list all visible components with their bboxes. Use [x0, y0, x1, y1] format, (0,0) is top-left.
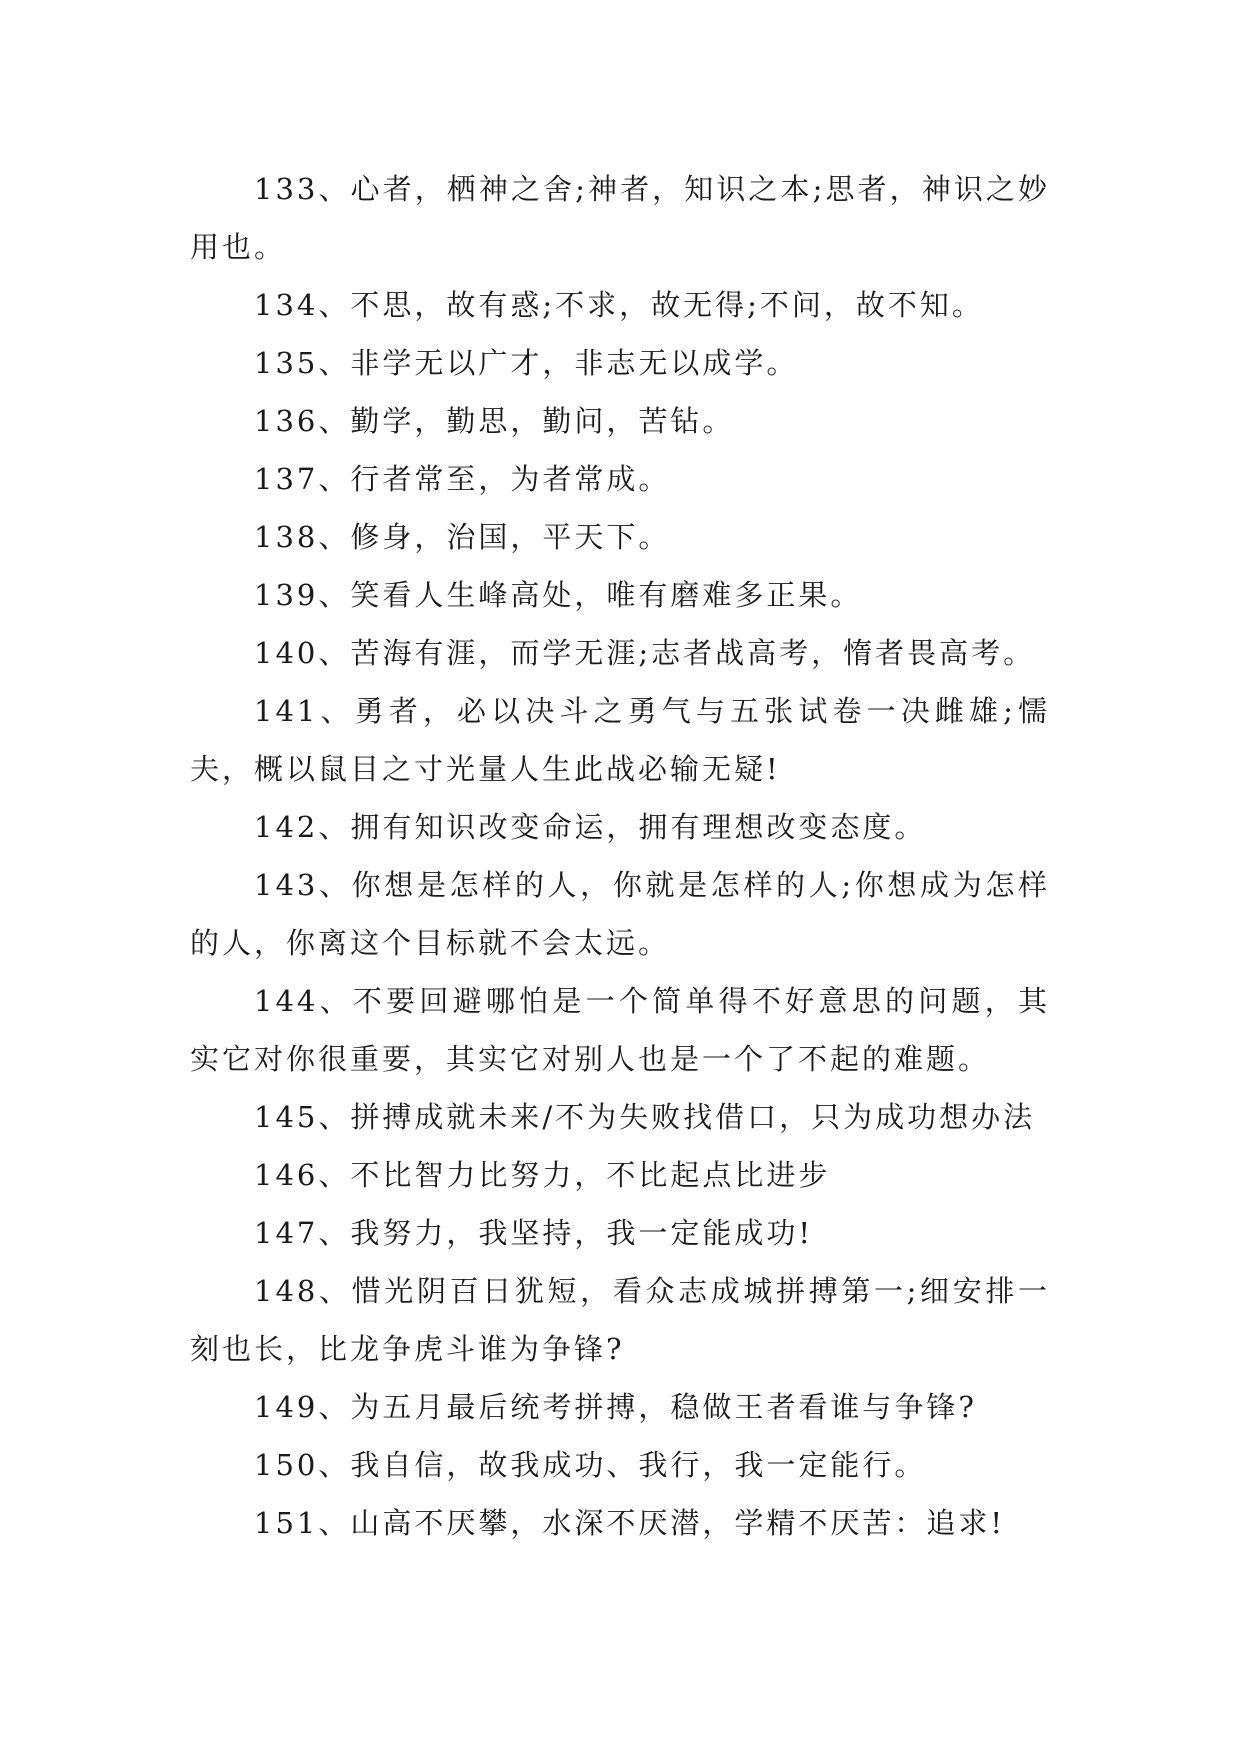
paragraph-138: 138、修身，治国，平天下。	[254, 520, 671, 554]
paragraph-134: 134、不思，故有惑;不求，故无得;不问，故不知。	[254, 288, 984, 322]
paragraph-148: 148、惜光阴百日犹短，看众志成城拼搏第一;细安排一刻也长，比龙争虎斗谁为争锋?	[190, 1274, 1050, 1366]
paragraph-137: 137、行者常至，为者常成。	[254, 462, 671, 496]
paragraph-140: 140、苦海有涯，而学无涯;志者战高考，惰者畏高考。	[254, 636, 1036, 670]
paragraph-145: 145、拼搏成就未来/不为失败找借口，只为成功想办法	[254, 1100, 1036, 1134]
paragraph-146: 146、不比智力比努力，不比起点比进步	[254, 1158, 831, 1192]
paragraph-149: 149、为五月最后统考拼搏，稳做王者看谁与争锋?	[254, 1390, 977, 1424]
paragraph-151: 151、山高不厌攀，水深不厌潜，学精不厌苦：追求!	[254, 1506, 1006, 1540]
paragraph-133: 133、心者，栖神之舍;神者，知识之本;思者，神识之妙用也。	[190, 172, 1050, 264]
paragraph-142: 142、拥有知识改变命运，拥有理想改变态度。	[254, 810, 927, 844]
paragraph-147: 147、我努力，我坚持，我一定能成功!	[254, 1216, 814, 1250]
paragraph-136: 136、勤学，勤思，勤问，苦钻。	[254, 404, 735, 438]
document-page	[190, 160, 1050, 1552]
paragraph-141: 141、勇者，必以决斗之勇气与五张试卷一决雌雄;懦夫，概以鼠目之寸光量人生此战必输无疑!	[190, 694, 1050, 786]
paragraph-144: 144、不要回避哪怕是一个简单得不好意思的问题，其实它对你很重要，其实它对别人也是一个了不起的难题。	[190, 984, 1050, 1076]
paragraph-139: 139、笑看人生峰高处，唯有磨难多正果。	[254, 578, 863, 612]
paragraph-143: 143、你想是怎样的人，你就是怎样的人;你想成为怎样的人，你离这个目标就不会太远。	[190, 868, 1050, 960]
paragraph-135: 135、非学无以广才，非志无以成学。	[254, 346, 799, 380]
paragraph-150: 150、我自信，故我成功、我行，我一定能行。	[254, 1448, 927, 1482]
